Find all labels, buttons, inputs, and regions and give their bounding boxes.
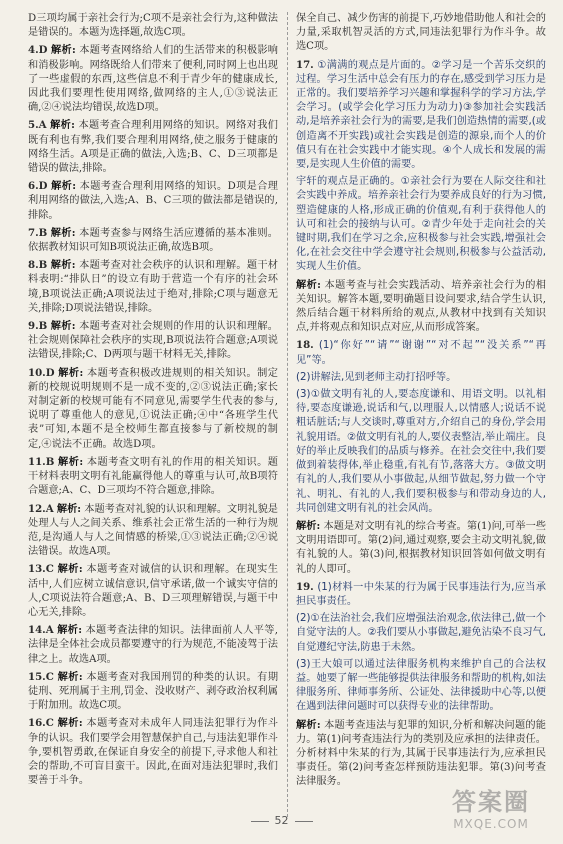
answer-item [28, 12, 278, 40]
analysis-label: 解析: [50, 119, 75, 132]
answer-item [296, 580, 546, 609]
analysis-label: 解析: [296, 519, 321, 532]
answer-item [296, 658, 546, 715]
answer-item [296, 338, 546, 367]
answer-text: (2)讲解法,见到老师主动打招呼等。 [296, 371, 457, 383]
analysis-label: 解析: [56, 502, 82, 515]
question-number: 19. [296, 580, 314, 593]
answer-item [28, 455, 278, 499]
answer-item [296, 12, 546, 55]
answer-text: 宇轩的观点是正确的。①亲社会行为要在人际交往和社会实践中养成。培养亲社会行为要养成良好的行为习惯,塑造健康的人格,形成正确的价值观,有利于获得他人的认可和社会的接纳与认可。②青少年处于走向社会的关键时期,我们在学习之余,应积极参与社会实践,增强社会化,在社会交往中学会遵守社会规则,积极参与公益活动,实现人生价值。 [296, 176, 546, 273]
explanation-text: 本题考查对诚信的认识和理解。在现实生活中,人们应树立诚信意识,信守承诺,做一个诚实守信的人,C项说法符合题意;A、B、D三项理解错误,与题干中心无关,排除。 [28, 564, 279, 618]
answer-text: (1)“你好”“请”“谢谢”“对不起”“没关系”“再见”等。 [296, 340, 546, 366]
explanation-text: 本题考查对社会秩序的认识和理解。题干材料表明:“排队日”的设立有助于营造一个有序的社会环境,B项说法正确;A项说法过于绝对,排除;C项与题意无关,排除;D项说法错误,排除。 [28, 260, 278, 314]
question-number: 9.B [28, 320, 48, 333]
analysis-label: 解析: [50, 320, 76, 333]
explanation-text: 保全自己、减少伤害的前提下,巧妙地借助他人和社会的力量,采取机智灵活的方式,同违法犯罪行为作斗争。故选C项。 [296, 13, 546, 53]
answer-item [296, 718, 546, 790]
watermark-logo [431, 782, 551, 834]
analysis-label: 解析: [296, 278, 321, 291]
explanation-text: 本题考查对我国刑罚的种类的认识。有期徒刑、死刑属于主刑,罚金、没收财产、剥夺政治权利属于附加刑。故选C项。 [28, 671, 279, 712]
answer-text: (2)①在法治社会,我们应增强法治观念,依法律己,做一个自觉守法的人。②我们要从小事做起,避免沾染不良习气,自觉遵纪守法,防患于未然。 [296, 613, 546, 653]
analysis-label: 解析: [296, 718, 321, 731]
question-number: 8.B [28, 259, 48, 272]
explanation-text: 本题考查法律的知识。法律面前人人平等,法律是全体社会成员都要遵守的行为规范,不能凌驾于法律之上。故选A项。 [28, 625, 278, 665]
question-number: 16.C [28, 717, 54, 730]
answer-item [28, 670, 278, 714]
answer-item [296, 388, 546, 516]
answer-item [28, 502, 278, 560]
answer-item [296, 278, 546, 336]
answer-item [296, 175, 546, 274]
answer-item [296, 519, 546, 577]
answer-item [28, 319, 278, 363]
question-number: 18. [296, 339, 314, 352]
question-number: 13.C [28, 563, 54, 576]
explanation-text: 本题考查对礼貌的认识和理解。文明礼貌是处理人与人之间关系、维系社会正常生活的一种行为规范,是沟通人与人之间情感的桥梁,①③说法正确;②④说法错误。故选A项。 [28, 503, 278, 558]
explanation-text: D三项均属于亲社会行为;C项不是亲社会行为,这种做法是错误的。本题为选择题,故选C项。 [28, 13, 278, 39]
explanation-text: 本题考查合理利用网络的知识。D项是合理利用网络的做法,入选;A、B、C三项的做法都是错误的,排除。 [28, 181, 278, 221]
explanation-text: 本题考查合理利用网络的知识。网络对我们既有利也有弊,我们要合理利用网络,使之服务于健康的网络生活。A项是正确的做法,入选;B、C、D三项都是错误的做法,排除。 [28, 120, 278, 175]
answer-item [28, 258, 278, 316]
analysis-label: 解析: [51, 180, 77, 193]
question-number: 12.A [28, 502, 54, 515]
analysis-label: 解析: [58, 455, 84, 468]
explanation-text: 本题考查积极改进规则的相关知识。制定新的校规说明规则不是一成不变的,②③说法正确;家长对制定新的校规可能有不同意见,需要学生代表的参与,说明了尊重他人的意见,①说法正确;④中“各班学生代表”可知,本题不是全校师生都直接参与了新校规的制定,④说法不正确。故选D项。 [28, 367, 278, 450]
question-number: 5.A [28, 119, 47, 132]
left-column [28, 12, 278, 791]
analysis-label: 解析: [57, 624, 82, 637]
answer-item [296, 371, 546, 385]
analysis-label: 解析: [51, 44, 76, 57]
answer-item [296, 612, 546, 655]
question-number: 14.A [28, 624, 54, 637]
page-number-text: 52 [274, 814, 289, 827]
answer-item [28, 562, 278, 620]
question-number: 11.B [28, 455, 55, 468]
right-column [296, 12, 546, 793]
answer-item [28, 226, 278, 255]
explanation-text: 本题考查参与网络生活应遵循的基本准则。依据教材知识可知B项说法正确,故选B项。 [28, 227, 278, 254]
question-number: 17. [296, 58, 314, 71]
explanation-text: 本题是对文明有礼的综合考查。第(1)问,可举一些文明用语即可。第(2)问,通过观察,要会主动文明礼貌,做有礼貌的人。第(3)问,根据教材知识回答如何做文明有礼的人即可。 [296, 520, 546, 575]
explanation-text: 本题考查文明有礼的作用的相关知识。题干材料表明文明有礼能赢得他人的尊重与认可,故B项符合题意;A、C、D三项均不符合题意,排除。 [28, 456, 278, 497]
analysis-label: 解析: [57, 563, 83, 576]
explanation-text: 本题考查对未成年人同违法犯罪行为作斗争的认识。我们要学会用智慧保护自己,与违法犯罪作斗争,要机智勇敢,在保证自身安全的前提下,寻求他人和社会的帮助,不可盲目蛮干。因此,在面对违法犯罪时,我们要善于斗争。 [28, 718, 279, 787]
answer-item [28, 43, 278, 115]
answer-item [28, 366, 278, 452]
explanation-text: 本题考查违法与犯罪的知识,分析和解决问题的能力。第(1)问考查违法行为的类别及应承担的法律责任。分析材料中朱某的行为,其属于民事违法行为,应承担民事责任。第(2)问考查怎样预防违法犯罪。第(3)问考查法律服务。 [296, 719, 546, 788]
watermark-title: 答案圈 [452, 788, 530, 816]
analysis-label: 解析: [50, 259, 76, 272]
answer-text: (3)①做文明有礼的人,要态度谦和、用语文明。以礼相待,要态度谦逊,说话和气,以理服人,以情感人;说话不说粗话脏话;与人交谈时,尊重对方,介绍自己的身份,学会用礼貌用语。②做文明有礼的人,要仪表整洁,举止端庄。良好的举止反映我们的品质与修养。在社会交往中,我们要做到着装得体,举止稳重,有礼有节,落落大方。③做文明有礼的人,我们要从小事做起,从细节做起,努力做一个守礼、明礼、有礼的人,我们要积极参与和带动身边的人,共同创建文明有礼的社会风尚。 [296, 389, 546, 514]
answer-item [28, 623, 278, 667]
answer-text: ①满满的观点是片面的。②学习是一个苦乐交织的过程。学习生活中总会有压力的存在,感受到学习压力是正常的。我们要培养学习兴趣和掌握科学的学习方法,学会学习。(或学会化学习压力为动力)③参加社会实践活动,是培养亲社会行为的需要,是我们创造热情的需要,(或创造离不开实践)或社会实践是创造的源泉,而个人的价值只有在社会实践中才能实现。④个人成长和发展的需要,是实现人生价值的需要。 [296, 59, 546, 171]
question-number: 7.B [28, 226, 48, 239]
answer-text: (1)材料一中朱某的行为属于民事违法行为,应当承担民事责任。 [296, 581, 546, 607]
question-number: 6.D [28, 180, 48, 193]
analysis-label: 解析: [57, 717, 83, 730]
question-number: 4.D [28, 44, 48, 57]
analysis-label: 解析: [58, 366, 84, 379]
answer-item [296, 58, 546, 173]
watermark-url: MXQE.COM [453, 817, 529, 831]
question-number: 10.D [28, 366, 55, 379]
answer-item [28, 716, 278, 788]
question-number: 15.C [28, 670, 54, 683]
analysis-label: 解析: [50, 226, 76, 239]
explanation-text: 本题考查与社会实践活动、培养亲社会行为的相关知识。解答本题,要明确题目设问要求,结合学生认识,然后结合题干材料所给的观点,从教材中找到有关知识点,并将观点和知识点对应,从而形成答案。 [296, 279, 546, 334]
column-divider [287, 12, 288, 817]
analysis-label: 解析: [57, 670, 83, 683]
explanation-text: 本题考查对社会规则的作用的认识和理解。社会规则保障社会秩序的实现,B项说法符合题意;A项说法错误,排除;C、D两项与题干材料无关,排除。 [28, 321, 278, 361]
explanation-text: 本题考查网络给人们的生活带来的积极影响和消极影响。网络既给人们带来了便利,同时网上也出现了一些虚假的东西,这些信息不利于青少年的健康成长,因此我们要理性使用网络,做网络的主人,①③说法正确,②④说法均错误,故选D项。 [28, 45, 278, 114]
answer-item [28, 179, 278, 223]
answer-text: (3)王大娘可以通过法律服务机构来维护自己的合法权益。她要了解一些能够提供法律服务和帮助的机构,如法律服务所、律师事务所、公证处、法律援助中心等,以便在遇到法律问题时可以获得专业的法律帮助。 [296, 658, 546, 713]
answer-item [28, 118, 278, 176]
